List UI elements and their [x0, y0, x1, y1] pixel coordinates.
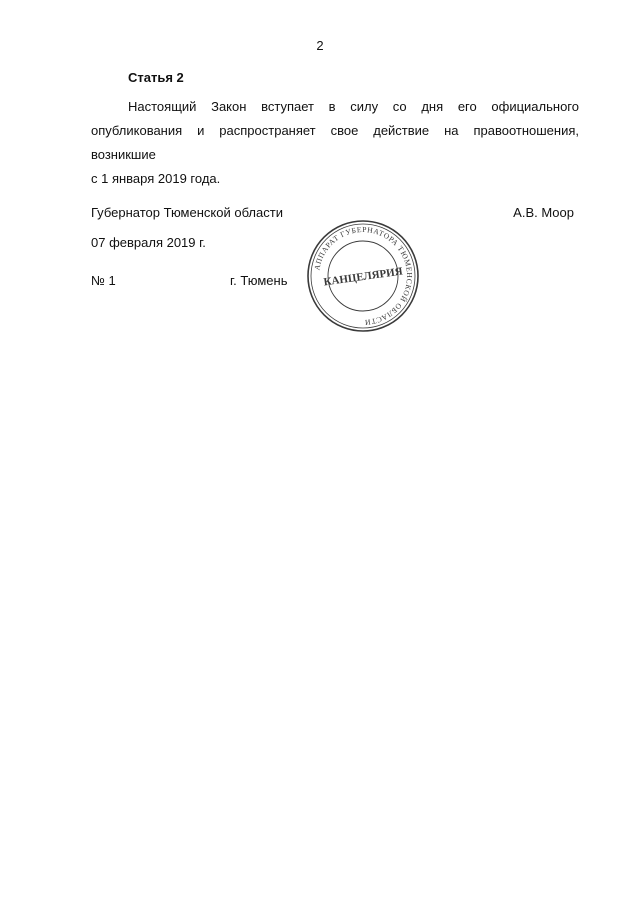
article-paragraph [91, 95, 579, 191]
stamp-center-text: КАНЦЕЛЯРИЯ [322, 265, 404, 289]
page-number: 2 [316, 38, 324, 53]
paragraph-line: с 1 января 2019 года. [91, 171, 221, 186]
signatory-title: Губернатор Тюменской области [91, 205, 283, 220]
stamp-ring-text: АППАРАТ ГУБЕРНАТОРА ТЮМЕНСКОЙ ОБЛАСТИ [312, 224, 415, 328]
article-heading: Статья 2 [128, 70, 184, 85]
paragraph-line: Настоящий Закон вступает в силу со дня его официального [128, 99, 579, 114]
document-number: № 1 [91, 273, 116, 288]
official-stamp [305, 218, 421, 334]
paragraph-line: опубликования и распространяет свое действие на правоотношения, возникшие [91, 123, 579, 162]
signatory-name: А.В. Моор [513, 205, 574, 220]
document-city: г. Тюмень [230, 273, 288, 288]
document-date: 07 февраля 2019 г. [91, 235, 206, 250]
